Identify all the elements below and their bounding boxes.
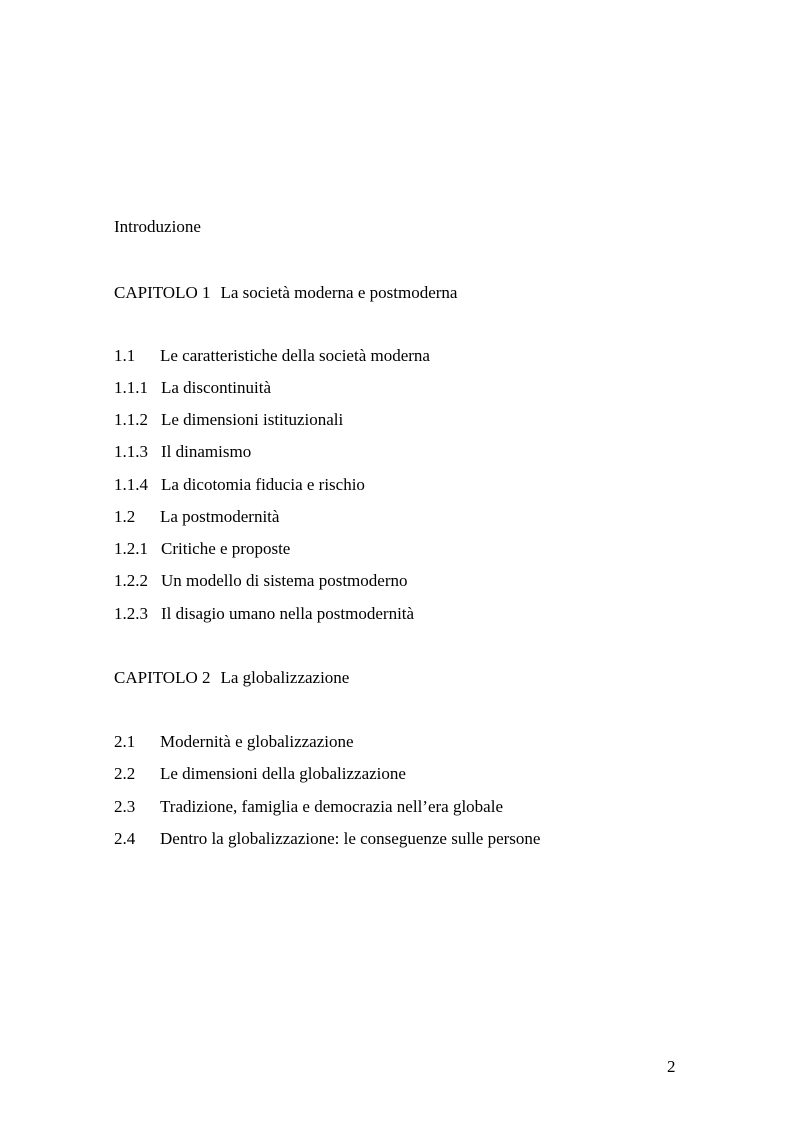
toc-entry (114, 378, 271, 398)
toc-entry (114, 539, 290, 559)
toc-entry-number: 1.1.4 (114, 475, 148, 494)
toc-entry-title: Le dimensioni della globalizzazione (160, 764, 406, 783)
toc-introduction (114, 217, 201, 237)
toc-chapter-1-heading (114, 283, 457, 303)
toc-entry (114, 732, 354, 752)
toc-entry-title: Il disagio umano nella postmodernità (161, 604, 415, 623)
toc-entry-number: 1.2.2 (114, 571, 148, 590)
toc-entry (114, 346, 430, 366)
toc-entry-title: Tradizione, famiglia e democrazia nell’era globale (160, 797, 503, 816)
toc-entry (114, 797, 503, 817)
toc-entry (114, 829, 540, 849)
toc-entry-number: 1.1 (114, 346, 136, 365)
toc-entry-title: La dicotomia fiducia e rischio (161, 475, 365, 494)
toc-entry (114, 571, 407, 591)
toc-entry-number: 1.1.3 (114, 442, 148, 461)
toc-introduction-label: Introduzione (114, 217, 201, 236)
toc-entry-number: 1.1.2 (114, 410, 148, 429)
toc-entry-title: Le caratteristiche della società moderna (160, 346, 430, 365)
toc-entry-number: 2.2 (114, 764, 136, 783)
chapter-1-label: CAPITOLO 1 (114, 283, 211, 302)
toc-entry-title: Un modello di sistema postmoderno (161, 571, 408, 590)
chapter-1-title: La società moderna e postmoderna (220, 283, 458, 302)
toc-entry-number: 1.2 (114, 507, 136, 526)
page-number: 2 (667, 1057, 676, 1076)
toc-entry (114, 604, 414, 624)
toc-entry-number: 2.3 (114, 797, 136, 816)
toc-entry-title: Dentro la globalizzazione: le conseguenze sulle persone (160, 829, 541, 848)
toc-entry-number: 2.4 (114, 829, 136, 848)
toc-entry (114, 507, 279, 527)
chapter-2-label: CAPITOLO 2 (114, 668, 211, 687)
chapter-2-title: La globalizzazione (220, 668, 350, 687)
toc-entry-number: 1.1.1 (114, 378, 148, 397)
toc-entry (114, 475, 365, 495)
toc-entry-number: 1.2.1 (114, 539, 148, 558)
toc-entry-number: 2.1 (114, 732, 136, 751)
toc-entry-title: Il dinamismo (161, 442, 252, 461)
toc-entry-number: 1.2.3 (114, 604, 148, 623)
toc-entry (114, 764, 406, 784)
toc-entry-title: Le dimensioni istituzionali (161, 410, 344, 429)
toc-entry (114, 410, 343, 430)
toc-entry (114, 442, 251, 462)
toc-entry-title: La postmodernità (160, 507, 280, 526)
toc-entry-title: Modernità e globalizzazione (160, 732, 354, 751)
toc-entry-title: La discontinuità (161, 378, 272, 397)
toc-entry-title: Critiche e proposte (161, 539, 291, 558)
toc-chapter-2-heading (114, 668, 349, 688)
